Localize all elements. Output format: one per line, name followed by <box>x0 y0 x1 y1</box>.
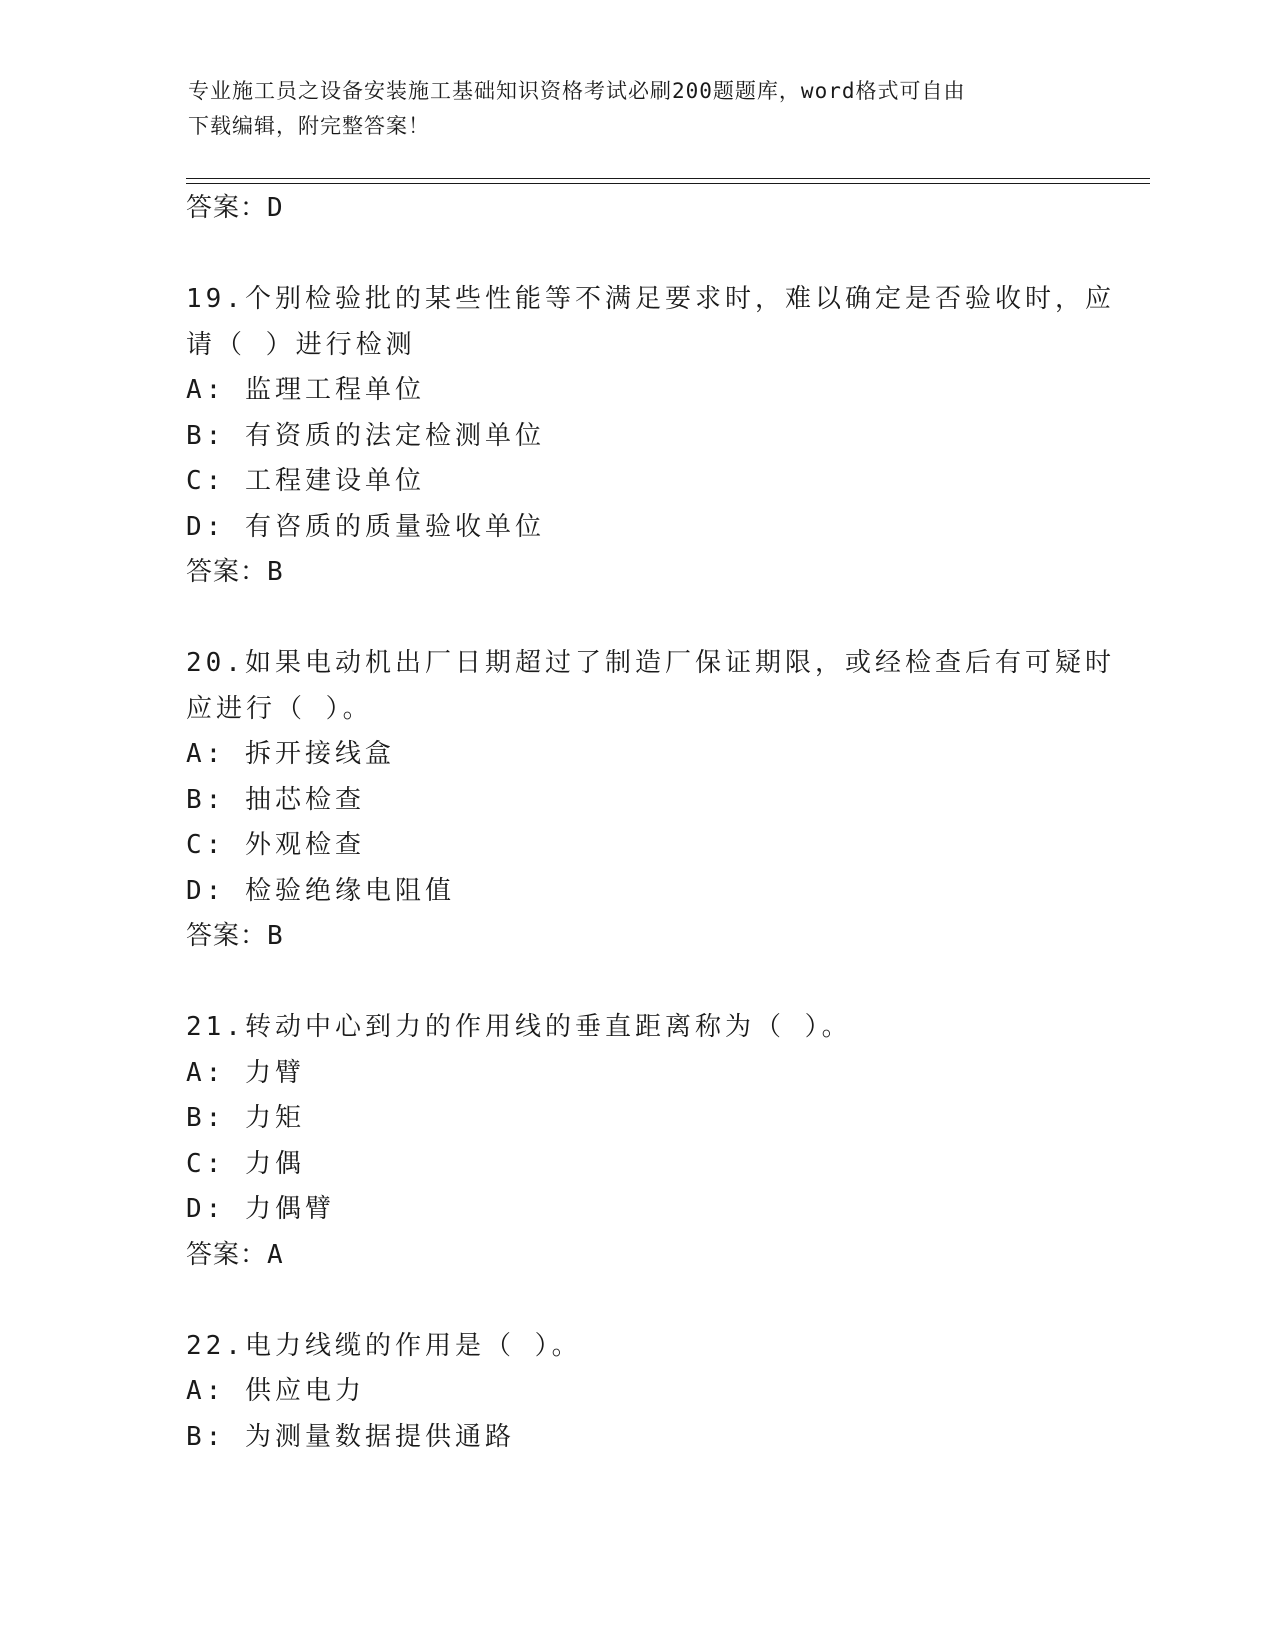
question-block <box>186 277 1115 596</box>
header-title-line-2: 下载编辑，附完整答案！ <box>188 114 430 138</box>
option-b: B: 为测量数据提供通路 <box>186 1421 515 1452</box>
option-b: B: 力矩 <box>186 1103 305 1133</box>
spacer <box>186 596 1106 642</box>
answer-line <box>186 914 1106 960</box>
option-a: A: 力臂 <box>186 1057 305 1088</box>
document-header <box>188 74 1088 144</box>
option-c: C: 工程建设单位 <box>186 466 425 496</box>
question-stem-line: 19.个别检验批的某些性能等不满足要求时，难以确定是否验收时，应 <box>186 284 1115 314</box>
answer-label: 答案： <box>186 921 268 951</box>
question-content <box>186 186 1115 1460</box>
answer-line <box>186 186 1106 232</box>
question-block <box>186 1005 1106 1278</box>
spacer <box>186 960 1106 1006</box>
option-b: B: 抽芯检查 <box>186 784 365 815</box>
answer-value: A <box>267 1239 284 1270</box>
answer-value: B <box>267 557 284 587</box>
option-c: C: 外观检查 <box>186 830 365 860</box>
header-divider-bottom <box>186 183 1150 184</box>
option-c: C: 力偶 <box>186 1148 305 1179</box>
question-stem-line: 应进行（ ）。 <box>186 693 373 724</box>
header-divider-top <box>186 178 1150 179</box>
option-b: B: 有资质的法定检测单位 <box>186 420 545 451</box>
option-a: A: 拆开接线盒 <box>186 739 395 769</box>
header-title-line-1: 专业施工员之设备安装施工基础知识资格考试必刷200题题库，word格式可自由 <box>188 79 966 103</box>
option-d: D: 有咨质的质量验收单位 <box>186 511 545 542</box>
question-stem-line: 21.转动中心到力的作用线的垂直距离称为（ ）。 <box>186 1012 852 1042</box>
answer-label: 答案： <box>186 557 268 587</box>
option-a: A: 监理工程单位 <box>186 375 425 405</box>
question-block <box>186 1324 1106 1461</box>
spacer <box>186 232 1106 278</box>
answer-value: D <box>267 193 284 223</box>
answer-line <box>186 1233 1106 1279</box>
question-stem-line: 20.如果电动机出厂日期超过了制造厂保证期限，或经检查后有可疑时 <box>186 648 1115 678</box>
question-block <box>186 641 1115 960</box>
answer-label: 答案： <box>186 1239 268 1270</box>
option-d: D: 检验绝缘电阻值 <box>186 875 455 906</box>
spacer <box>186 1278 1106 1324</box>
answer-value: B <box>267 921 284 951</box>
question-stem-line: 22.电力线缆的作用是（ ）。 <box>186 1330 582 1361</box>
answer-label: 答案： <box>186 193 268 223</box>
question-stem-line: 请（ ）进行检测 <box>186 329 416 360</box>
option-d: D: 力偶臂 <box>186 1194 335 1224</box>
option-a: A: 供应电力 <box>186 1376 365 1406</box>
answer-line <box>186 550 1106 596</box>
